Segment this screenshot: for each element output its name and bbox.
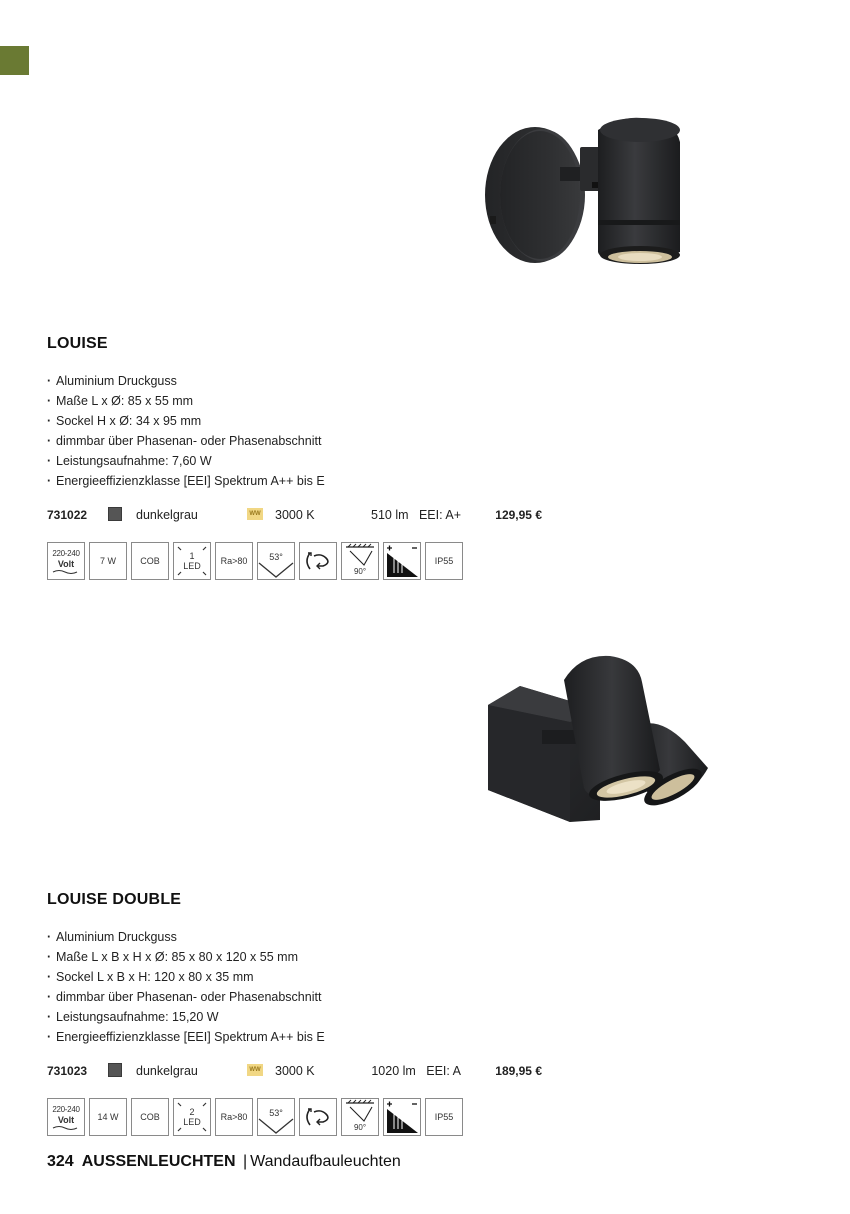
section-title: AUSSENLEUCHTEN: [81, 1153, 236, 1170]
feature-item: · Sockel H x Ø: 34 x 95 mm: [47, 411, 567, 431]
beam-angle-label: 53°: [269, 552, 283, 562]
rotatable-icon: [299, 542, 337, 580]
wave-icon: [52, 569, 78, 574]
warm-white-badge: WW: [247, 508, 263, 520]
voltage-unit: Volt: [57, 1114, 75, 1125]
feature-item: · dimmbar über Phasenan- oder Phasenabschnitt: [47, 987, 567, 1007]
cri-icon: [215, 1098, 253, 1136]
tilt-angle-label: 90°: [353, 1123, 367, 1132]
page-number: 324: [47, 1153, 74, 1170]
lumen-eei: 1020 lm EEI: A: [371, 1064, 461, 1078]
color-temperature: 3000 K: [275, 508, 315, 522]
product-image-louise: [480, 112, 700, 277]
beam-angle-label: 53°: [269, 1108, 283, 1118]
ip-rating-icon: [425, 1098, 463, 1136]
color-name: dunkelgrau: [136, 1064, 198, 1078]
dimmable-icon: [383, 1098, 421, 1136]
feature-item: · Maße L x Ø: 85 x 55 mm: [47, 391, 567, 411]
led-count-icon: [173, 1098, 211, 1136]
cob-icon: [131, 542, 169, 580]
feature-list: [47, 927, 567, 1047]
voltage-range: 220-240: [52, 548, 80, 558]
product-title: LOUISE DOUBLE: [47, 891, 182, 908]
color-temperature: 3000 K: [275, 1064, 315, 1078]
spec-icon-row: [47, 542, 567, 580]
rotatable-icon: [299, 1098, 337, 1136]
voltage-icon: [47, 542, 85, 580]
page-footer: [47, 1153, 401, 1171]
color-name: dunkelgrau: [136, 508, 198, 522]
led-type-label: COB: [140, 1112, 160, 1122]
product-image-louise-double: [480, 650, 720, 830]
price: 189,95 €: [495, 1064, 542, 1078]
wattage-label: 14 W: [97, 1112, 119, 1122]
rotate-arrows-icon: [301, 1106, 335, 1128]
article-row: [47, 506, 567, 526]
feature-item: · Sockel L x B x H: 120 x 80 x 35 mm: [47, 967, 567, 987]
color-swatch: [108, 507, 122, 521]
beam-angle-icon: [257, 1098, 295, 1136]
price: 129,95 €: [495, 508, 542, 522]
tilt-angle-icon: [341, 542, 379, 580]
product-louise-double: [47, 891, 567, 1136]
chapter-tab-marker: [0, 46, 29, 75]
cri-label: Ra>80: [220, 1112, 248, 1122]
voltage-icon: [47, 1098, 85, 1136]
article-number: 731022: [47, 508, 88, 522]
ip-rating-label: IP55: [434, 556, 454, 566]
wattage-icon: [89, 1098, 127, 1136]
wattage-label: 7 W: [99, 556, 116, 566]
product-title: LOUISE: [47, 335, 108, 352]
warm-white-badge: WW: [247, 1064, 263, 1076]
dimmer-ramp-icon: [384, 543, 420, 579]
tilt-angle-label: 90°: [353, 567, 367, 576]
wave-icon: [52, 1125, 78, 1130]
led-type-label: COB: [140, 556, 160, 566]
article-row: [47, 1062, 567, 1082]
article-number: 731023: [47, 1064, 88, 1078]
spec-icon-row: [47, 1098, 567, 1136]
cri-label: Ra>80: [220, 556, 248, 566]
feature-item: · Maße L x B x H x Ø: 85 x 80 x 120 x 55 mm: [47, 947, 567, 967]
rotate-arrows-icon: [301, 550, 335, 572]
led-label: LED: [183, 561, 201, 571]
voltage-range: 220-240: [52, 1104, 80, 1114]
color-swatch: [108, 1063, 122, 1077]
feature-item: · dimmbar über Phasenan- oder Phasenabschnitt: [47, 431, 567, 451]
feature-item: · Energieeffizienzklasse [EEI] Spektrum A++ bis E: [47, 471, 567, 491]
cob-icon: [131, 1098, 169, 1136]
feature-item: · Leistungsaufnahme: 15,20 W: [47, 1007, 567, 1027]
feature-item: · Energieeffizienzklasse [EEI] Spektrum A++ bis E: [47, 1027, 567, 1047]
feature-item: · Aluminium Druckguss: [47, 927, 567, 947]
feature-item: · Aluminium Druckguss: [47, 371, 567, 391]
subsection-title: Wandaufbauleuchten: [250, 1153, 401, 1170]
product-louise: [47, 335, 567, 580]
ip-rating-icon: [425, 542, 463, 580]
footer-separator: |: [242, 1153, 248, 1170]
dimmer-ramp-icon: [384, 1099, 420, 1135]
cri-icon: [215, 542, 253, 580]
led-label: LED: [183, 1117, 201, 1127]
beam-angle-icon: [257, 542, 295, 580]
feature-item: · Leistungsaufnahme: 7,60 W: [47, 451, 567, 471]
feature-list: [47, 371, 567, 491]
lumen-eei: 510 lm EEI: A+: [371, 508, 461, 522]
led-count: 2: [189, 1107, 195, 1117]
wattage-icon: [89, 542, 127, 580]
tilt-angle-icon: [341, 1098, 379, 1136]
led-count: 1: [189, 551, 195, 561]
dimmable-icon: [383, 542, 421, 580]
led-count-icon: [173, 542, 211, 580]
ip-rating-label: IP55: [434, 1112, 454, 1122]
voltage-unit: Volt: [57, 558, 75, 569]
